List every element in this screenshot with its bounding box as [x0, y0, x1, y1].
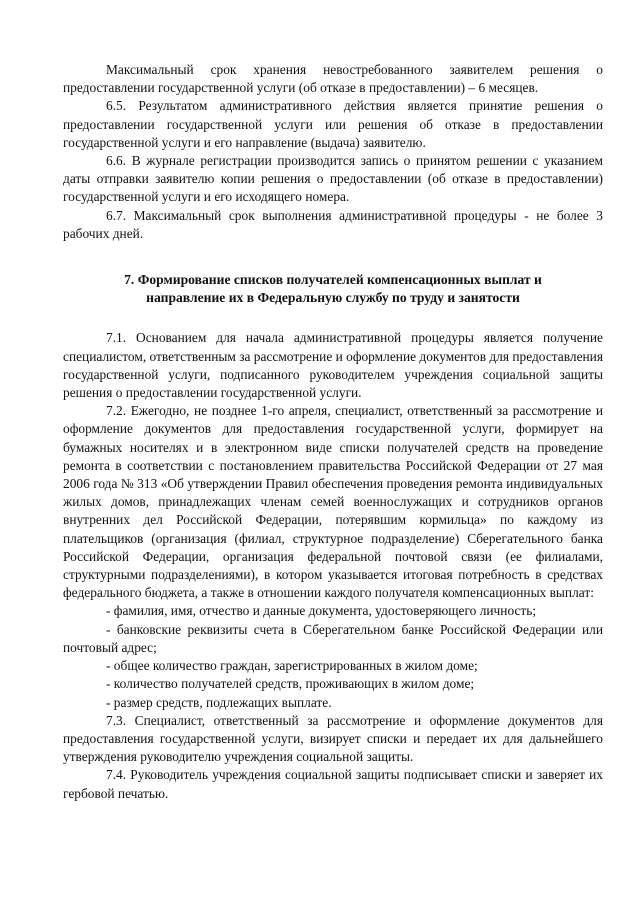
section-7-heading-line-2: направление их в Федеральную службу по труду и занятости	[146, 290, 520, 306]
paragraph-6-7: 6.7. Максимальный срок выполнения административной процедуры - не более 3 рабочих дней.	[63, 207, 603, 241]
list-item-recipients-count: - количество получателей средств, проживающих в жилом доме;	[106, 676, 475, 692]
paragraph-6-6: 6.6. В журнале регистрации производится запись о принятом решении с указанием даты отправки заявителю копии решения о предоставлении (об отказе в предоставлении) государственной услуги и его исходящего номера.	[63, 153, 603, 205]
paragraph-7-3: 7.3. Специалист, ответственный за рассмотрение и оформление документов для предоставления государственной услуги, визирует списки и передает их для дальнейшего утверждения руководителю учреждения социальной защиты.	[63, 712, 603, 765]
paragraph-7-1: 7.1. Основанием для начала административной процедуры является получение специалистом, ответственным за рассмотрение и оформление документов для предоставления государственной услуги, подписанного руководителем учреждения социальной защиты решения о предоставлении государственной услуги.	[63, 330, 604, 401]
section-7-heading	[63, 271, 603, 307]
paragraph-7-4: 7.4. Руководитель учреждения социальной защиты подписывает списки и заверяет их гербовой печатью.	[63, 767, 603, 801]
list-item-bank-details: - банковские реквизиты счета в Сберегательном банке Российской Федерации или почтовый адрес;	[63, 621, 603, 655]
paragraph-6-5: 6.5. Результатом административного действия является принятие решения о предоставлении государственной услуги или решения об отказе в предоставлении государственной услуги и его направление (выдача) заявителю.	[63, 98, 603, 150]
section-7-heading-line-1: 7. Формирование списков получателей компенсационных выплат и	[124, 272, 542, 288]
list-item-registered-count: - общее количество граждан, зарегистрированных в жилом доме;	[106, 658, 478, 674]
paragraph-storage-term: Максимальный срок хранения невостребованного заявителем решения о предоставлении государственной услуги (об отказе в предоставлении) – 6 месяцев.	[63, 62, 603, 96]
list-item-fio: - фамилия, имя, отчество и данные документа, удостоверяющего личность;	[106, 603, 537, 619]
paragraph-7-2: 7.2. Ежегодно, не позднее 1-го апреля, специалист, ответственный за рассмотрение и оформление документов для предоставления государственной услуги, формирует на бумажных носителях и в электронном виде списки получателей средств на проведение ремонта в соответствии с постановлением правительства Российской Федерации от 27 мая 2006 года № 313 «Об утверждении Правил обеспечения проведения ремонта индивидуальных жилых домов, принадлежащих членам семей военнослужащих и сотрудников органов внутренних дел Российской Федерации, потерявшим кормильца» по каждому из плательщиков (организация (филиал, структурное подразделение) Сберегательного банка Российской Федерации, организация федеральной почтовой связи (ее филиалами, структурными подразделениями), в котором указывается итоговая потребность в средствах федерального бюджета, а также в отношении каждого получателя компенсационных выплат:	[63, 403, 603, 601]
list-item-payment-amount: - размер средств, подлежащих выплате.	[106, 694, 332, 710]
